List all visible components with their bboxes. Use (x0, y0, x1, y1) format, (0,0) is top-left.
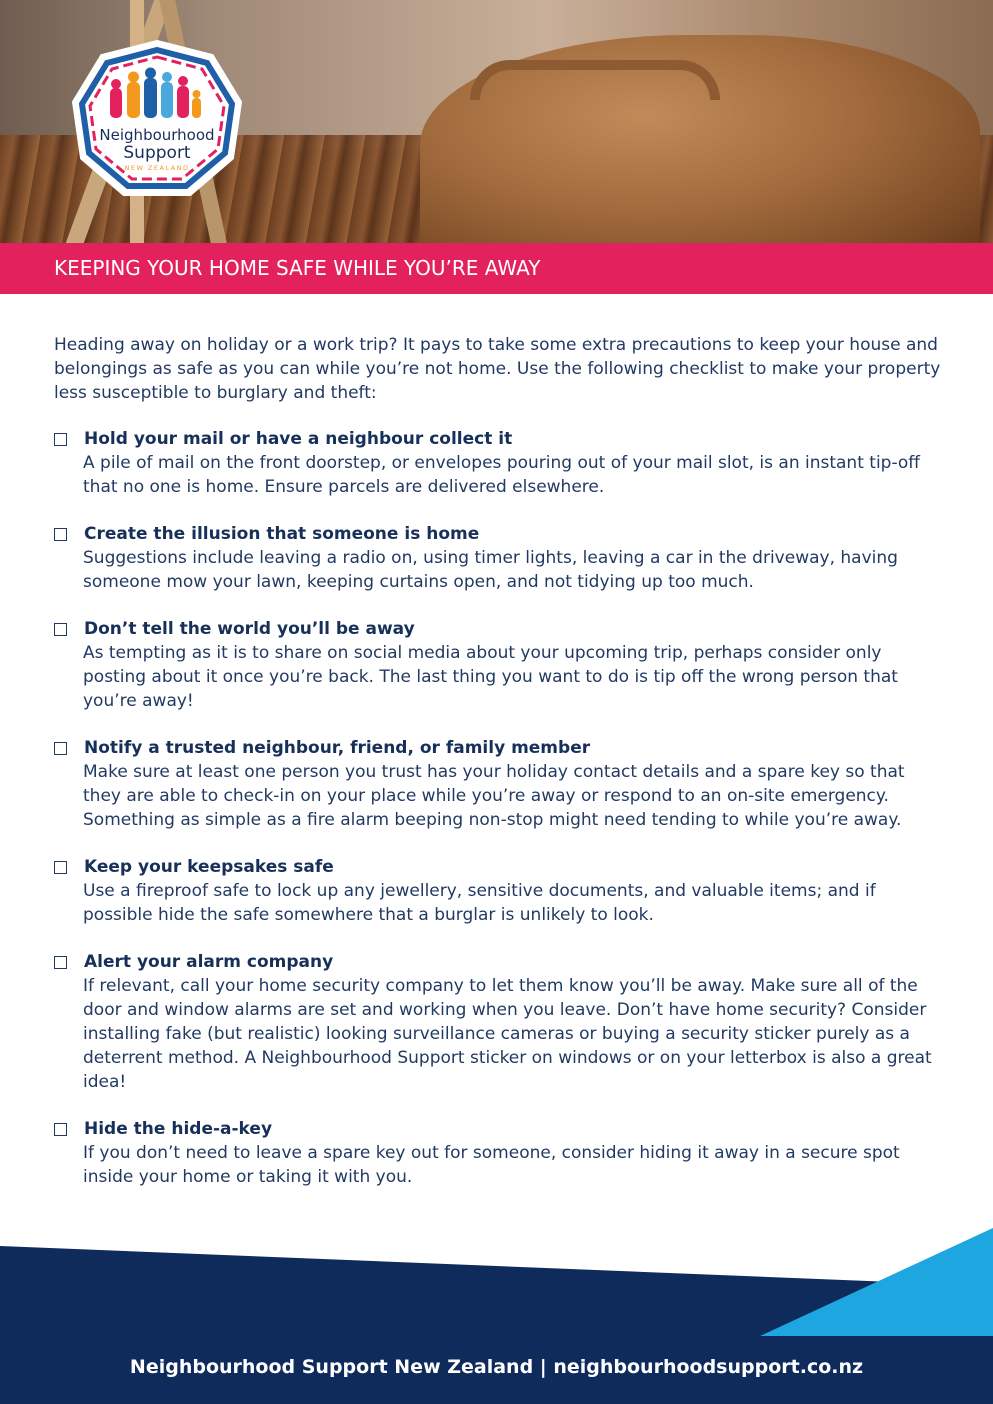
intro-paragraph: Heading away on holiday or a work trip? It pays to take some extra precautions to keep your house and belongings as safe as you can while you’re not home. Use the following checklist to make your property less susceptible to burglary and theft: (54, 335, 941, 403)
checklist-item (54, 950, 944, 1094)
checkbox (54, 742, 67, 755)
checklist-heading: Don’t tell the world you’ll be away (84, 619, 415, 639)
checklist-item (54, 736, 944, 832)
checkbox (54, 861, 67, 874)
checklist-item (54, 855, 944, 927)
title-band (0, 243, 993, 294)
checkbox (54, 1123, 67, 1136)
checklist-body: Make sure at least one person you trust has your holiday contact details and a spare key so that they are able to check-in on your place while you’re away or respond to an on-site emergency. Something as simple as a fire alarm beeping non-stop might need tending to while you’re away. (83, 762, 905, 830)
checklist-heading: Create the illusion that someone is home (84, 524, 480, 544)
checkbox (54, 528, 67, 541)
neighbourhood-support-logo (72, 40, 242, 198)
checklist-item (54, 427, 944, 499)
checkbox (54, 623, 67, 636)
checklist-body: A pile of mail on the front doorstep, or envelopes pouring out of your mail slot, is an instant tip-off that no one is home. Ensure parcels are delivered elsewhere. (83, 453, 921, 497)
page-title: KEEPING YOUR HOME SAFE WHILE YOU’RE AWAY (54, 256, 541, 280)
checklist-heading: Hide the hide-a-key (84, 1119, 273, 1139)
checklist-heading: Keep your keepsakes safe (84, 857, 334, 877)
main-content (54, 333, 944, 1212)
checklist-body: As tempting as it is to share on social media about your upcoming trip, perhaps consider only posting about it once you’re back. The last thing you want to do is tip off the wrong person that you’re away! (83, 643, 898, 711)
checklist-body: If you don’t need to leave a spare key out for someone, consider hiding it away in a secure spot inside your home or taking it with you. (83, 1143, 900, 1187)
logo-line-2: Support (123, 143, 191, 163)
footer-text: Neighbourhood Support New Zealand | neighbourhoodsupport.co.nz (129, 1356, 864, 1378)
checkbox (54, 956, 67, 969)
checklist-heading: Alert your alarm company (84, 952, 334, 972)
logo-line-3: NEW ZEALAND (124, 164, 190, 172)
checklist-item (54, 522, 944, 594)
footer (0, 1228, 993, 1404)
checklist-item (54, 1117, 944, 1189)
checklist-body: Suggestions include leaving a radio on, using timer lights, leaving a car in the driveway, having someone mow your lawn, keeping curtains open, and not tidying up too much. (83, 548, 898, 592)
checkbox (54, 433, 67, 446)
checklist-item (54, 617, 944, 713)
checklist-body: If relevant, call your home security company to let them know you’ll be away. Make sure all of the door and window alarms are set and working when you leave. Don’t have home security? Consider installing fake (but realistic) looking surveillance cameras or buying a security sticker purely as a deterrent method. A Neighbourhood Support sticker on windows or on your letterbox is also a great idea! (83, 976, 932, 1092)
checklist-body: Use a fireproof safe to lock up any jewellery, sensitive documents, and valuable items; and if possible hide the safe somewhere that a burglar is unlikely to look. (83, 881, 876, 925)
checklist-heading: Notify a trusted neighbour, friend, or family member (84, 738, 591, 758)
logo-line-1: Neighbourhood (99, 126, 215, 144)
checklist-heading: Hold your mail or have a neighbour collect it (84, 429, 513, 449)
